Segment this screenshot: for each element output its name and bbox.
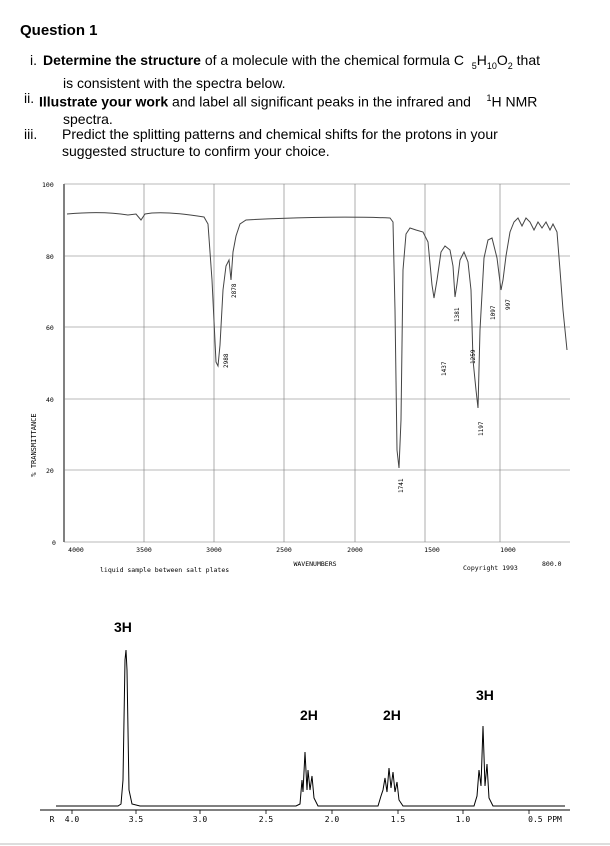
ir-xtick: 2500 [276,546,292,554]
item-bold: Illustrate your work [39,93,169,110]
superscript: 1 [486,93,492,103]
ir-xtick: 4000 [68,546,84,554]
item-number: ii. [24,90,35,106]
nmr-xtick: 3.5 [128,815,144,824]
ir-xtick: 3500 [136,546,152,554]
ir-ytick: 60 [46,324,54,332]
nmr-xtick-labels [50,815,562,824]
ir-peak-label: 2988 [223,353,230,368]
item-text [62,126,582,160]
item-line-2: is consistent with the spectra below. [63,74,286,91]
ir-peak-label: 1437 [441,361,448,376]
nmr-trace [56,650,565,806]
ir-peak-label: 1097 [490,305,497,320]
ir-ytick: 80 [46,253,54,261]
item-text-part: and label all significant peaks in the infrared and [168,93,475,110]
nmr-xtick: 2.5 [258,815,274,824]
ir-peak-labels [223,283,512,493]
nmr-axis-prefix: R [49,815,55,824]
ir-ytick: 0 [52,539,56,547]
ir-xtick: 1000 [500,546,516,554]
item-number: iii. [24,126,38,142]
item-line-2: suggested structure to confirm your choice. [62,143,330,159]
ir-grid [64,184,570,542]
ir-peak-label: 2878 [231,283,238,298]
question-title: Question 1 [20,22,98,39]
ir-ylabel: % TRANSMITTANCE [30,413,38,477]
nmr-xtick: 2.0 [324,815,340,824]
ir-trace [67,213,567,468]
ir-ytick: 20 [46,467,54,475]
nmr-integration: 3H [114,619,132,635]
ir-xtick: 2000 [347,546,363,554]
ir-ytick: 40 [46,396,54,404]
ir-xtick: 3000 [206,546,222,554]
subscript: 5 [471,60,477,71]
item-text-part: of a molecule with the chemical formula C [200,52,464,68]
nmr-xtick: 4.0 [64,815,80,824]
nmr-ticks [72,810,529,814]
ir-spectrum [0,170,610,580]
nmr-integrations [114,619,494,723]
item-text [39,90,579,128]
ir-sample-note: liquid sample between salt plates [100,566,230,574]
ir-ytick-labels [42,181,56,547]
item-line-1: Predict the splitting patterns and chemical shifts for the protons in your [62,126,498,142]
ir-peak-label: 997 [505,299,512,310]
nmr-xtick: 0.5 PPM [528,815,562,824]
subscript: 10 [486,60,497,71]
ir-xlabel: WAVENUMBERS [293,560,337,568]
item-text-part: O [496,52,508,68]
ir-peak-label: 1381 [454,307,461,322]
item-text-part: H [476,52,487,68]
nmr-xtick: 1.5 [390,815,406,824]
ir-end-tick: 800.0 [542,560,562,568]
item-text-part: that [512,52,541,68]
nmr-integration: 2H [300,707,318,723]
nmr-integration: 3H [476,687,494,703]
ir-ytick: 100 [42,181,54,189]
ir-peak-label: 1741 [398,478,405,493]
ir-copyright: Copyright 1993 [463,564,518,572]
item-bold: Determine the structure [43,52,201,68]
ir-xtick: 1500 [424,546,440,554]
nmr-xtick: 1.0 [455,815,471,824]
subscript: 2 [507,60,513,71]
ir-xtick-labels [68,546,516,554]
nmr-xtick: 3.0 [192,815,208,824]
nmr-integration: 2H [383,707,401,723]
nmr-spectrum [0,600,610,846]
item-line-2: spectra. [63,110,113,127]
item-number: i. [30,52,37,68]
item-text-part: H NMR [491,93,538,110]
ir-peak-label: 1259 [470,349,477,364]
ir-peak-label: 1197 [478,421,485,436]
item-text [43,52,583,92]
